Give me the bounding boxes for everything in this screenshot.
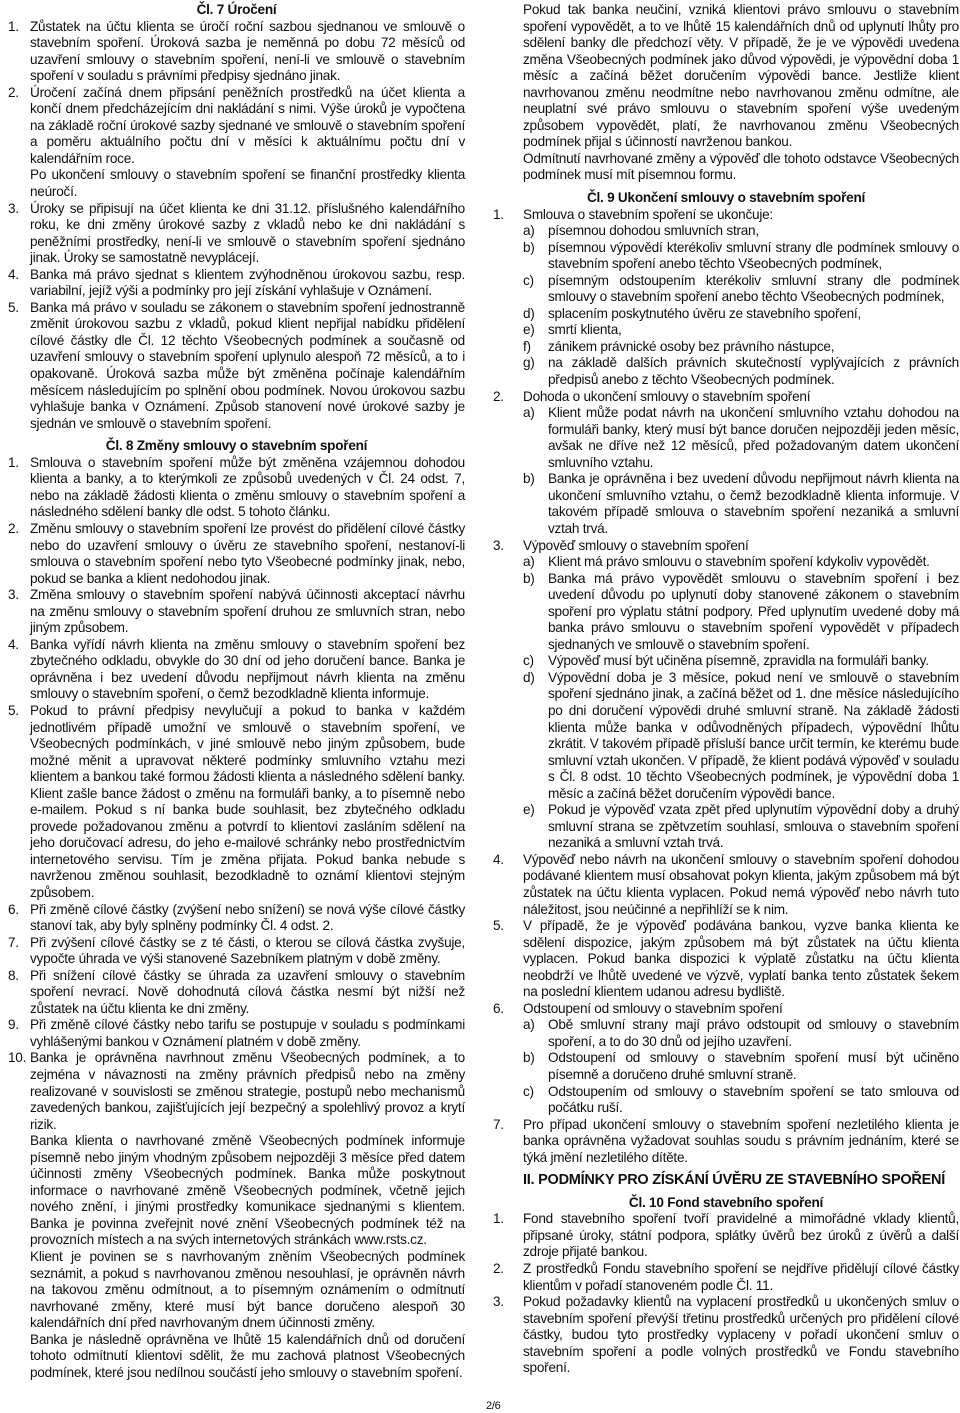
list-item bbox=[493, 1001, 959, 1018]
sub-letter: d) bbox=[523, 669, 535, 685]
sub-list bbox=[493, 1017, 959, 1116]
sub-letter: e) bbox=[523, 802, 535, 818]
list-item bbox=[493, 1294, 959, 1377]
item-text: Banka má právo v souladu se zákonem o stavebním spoření jednostranně změnit úrokovou sazbu z vkladů, pokud klient nepřijal nabídku přidělení cílové částky dle Čl. 12 těchto Všeobecných podmínek a současně od uzavření smlouvy o stavebním spoření uplynulo alespoň 72 měsíců, a to i opakovaně. Úroková sazba může být změněna počínaje kalendářním měsícem následujícím po splnění obou podmínek. Novou úrokovou sazbu vyhlašuje banka v Oznámení. Způsob stanovení nové úrokové sazby je sjednán ve smlouvě o stavebním spoření. bbox=[30, 299, 465, 431]
item-text: Banka vyřídí návrh klienta na změnu smlouvy o stavebním spoření bez zbytečného odkladu, obvykle do 30 dní od jeho doručení bance. Banka je oprávněna i bez uvedení důvodu nepřijmout návrh klienta na změnu smlouvy o stavebním spoření, o čemž bezodkladně klienta informuje. bbox=[30, 636, 465, 702]
page-number: 2/6 bbox=[486, 1400, 501, 1412]
list-item bbox=[8, 587, 465, 637]
list-item bbox=[8, 1017, 465, 1050]
item-text: Při změně cílové částky nebo tarifu se postupuje v souladu s podmínkami vyhlášenými bankou v Oznámení platném v době změny. bbox=[30, 1017, 465, 1049]
sub-list bbox=[493, 223, 959, 388]
sub-item bbox=[523, 1017, 959, 1050]
sub-letter: a) bbox=[523, 405, 535, 421]
list-item bbox=[8, 455, 465, 521]
item-text: Dohoda o ukončení smlouvy o stavebním spoření bbox=[523, 388, 811, 404]
item-number: 5. bbox=[8, 299, 19, 315]
sub-item bbox=[523, 670, 959, 802]
list-item bbox=[8, 968, 465, 1018]
item-number: 1. bbox=[493, 1211, 504, 1227]
item-text: Pro případ ukončení smlouvy o stavebním spoření nezletilého klienta je banka oprávněna vyžadovat souhlas soudu s právním jednáním, které se týká jmění nezletilého dítěte. bbox=[523, 1116, 959, 1165]
item-number: 3. bbox=[493, 537, 504, 553]
item-number: 2. bbox=[8, 520, 19, 536]
item-number: 2. bbox=[8, 84, 19, 100]
sub-text: Odstoupení od smlouvy o stavebním spoření musí být učiněno písemně a doručeno druhé smluvní straně. bbox=[548, 1050, 959, 1082]
left-column bbox=[8, 2, 465, 1381]
section-2-title: II. PODMÍNKY PRO ZÍSKÁNÍ ÚVĚRU ZE STAVEBNÍHO SPOŘENÍ bbox=[523, 1172, 946, 1189]
list-item bbox=[8, 637, 465, 703]
item-text: Banka je oprávněna navrhnout změnu Všeobecných podmínek, a to zejména v návaznosti na změny právních předpisů nebo na změny realizované v souvislosti se změnou strategie, postupů nebo mechanismů zavedených bankou, zajišťujících její bezpečný a spolehlivý provoz a krytí rizik. bbox=[30, 1050, 465, 1132]
sub-item bbox=[523, 355, 959, 388]
paragraph: Po ukončení smlouvy o stavebním spoření se finanční prostředky klienta neúročí. bbox=[30, 167, 465, 200]
list-item bbox=[493, 207, 959, 224]
item-text: Při změně cílové částky (zvýšení nebo snížení) se nová výše cílové částky stanoví tak, aby byly splněny podmínky Čl. 4 odst. 2. bbox=[30, 901, 465, 934]
sub-text: písemnou výpovědí kterékoliv smluvní strany dle podmínek smlouvy o stavebním spoření anebo těchto Všeobecných podmínek, bbox=[548, 239, 959, 272]
item-text: Smlouva o stavebním spoření se ukončuje: bbox=[523, 206, 773, 222]
sub-text: písemným odstoupením kterékoliv smluvní strany dle podmínek smlouvy o stavebním spoření anebo těchto Všeobecných podmínek, bbox=[548, 272, 959, 305]
article-8-title: Čl. 8 Změny smlouvy o stavebním spoření bbox=[105, 438, 368, 454]
list-item bbox=[493, 852, 959, 918]
sub-text: Výpověď musí být učiněna písemně, zpravidla na formuláři banky. bbox=[548, 653, 929, 669]
list-item bbox=[493, 1261, 959, 1294]
sub-item bbox=[523, 471, 959, 537]
sub-text: Banka je oprávněna i bez uvedení důvodu nepřijmout návrh klienta na ukončení smluvního vztahu, o čemž bezodkladně klienta informuje. V takovém případě smlouva o stavebním spoření nezaniká a smluvní vztah trvá. bbox=[548, 471, 959, 536]
item-number: 1. bbox=[8, 18, 19, 34]
item-text: Změna smlouvy o stavebním spoření nabývá účinnosti akceptací návrhu na změnu smlouvy o stavebním spoření druhou ze smluvních stran, nebo jiným způsobem. bbox=[30, 587, 465, 636]
item-text: V případě, že je výpověď podávána bankou, vyzve banka klienta ke sdělení dispozice, jakým způsobem má být zůstatek na účtu klienta vyplacen. Pokud banka dispozici k výplatě zůstatku na účtu klienta neobdrží ve lhůtě uvedené ve výzvě, vyplatí banka tento zůstatek šekem na poslední klientem udanou adresu bydliště. bbox=[523, 918, 959, 1000]
item-number: 9. bbox=[8, 1017, 19, 1033]
list-item bbox=[8, 19, 465, 85]
sub-letter: e) bbox=[523, 322, 535, 338]
sub-letter: d) bbox=[523, 305, 535, 321]
sub-letter: a) bbox=[523, 554, 535, 570]
sub-letter: a) bbox=[523, 223, 535, 239]
article-7-title: Čl. 7 Úročení bbox=[196, 2, 277, 17]
item-text: Při snížení cílové částky se úhrada za uzavření smlouvy o stavebním spoření nevrací. Nově dohodnutá cílová částka nesmí být nižší než zůstatek na účtu klienta ke dni změny. bbox=[30, 967, 465, 1016]
item-number: 5. bbox=[8, 702, 19, 718]
sub-item bbox=[523, 223, 959, 240]
paragraph: Odmítnutí navrhované změny a výpověď dle tohoto odstavce Všeobecných podmínek musí mít písemnou formu. bbox=[523, 150, 959, 183]
item-text: Pokud požadavky klientů na vyplacení prostředků u ukončených smluv o stavebním spoření převýší třetinu prostředků určených pro přidělení cílové částky, budou tyto prostředky vyplaceny v pořadí ukončení smluv o stavebním spoření a podle volných prostředků ve Fondu stavebního spoření. bbox=[523, 1294, 959, 1376]
sub-item bbox=[523, 802, 959, 852]
list-item bbox=[8, 1050, 465, 1133]
list-item bbox=[8, 521, 465, 587]
sub-text: Pokud je výpověď vzata zpět před uplynutím výpovědní doby a druhý smluvní strana se zpětvzetím souhlasí, smlouva o stavebním spoření nezaniká a smluvní vztah trvá. bbox=[548, 802, 959, 851]
list-item bbox=[8, 703, 465, 902]
sub-item bbox=[523, 1050, 959, 1083]
item-text: Výpověď smlouvy o stavebním spoření bbox=[523, 537, 749, 553]
sub-list bbox=[493, 554, 959, 852]
list-item bbox=[493, 1211, 959, 1261]
list-item bbox=[8, 267, 465, 300]
item-text: Zůstatek na účtu klienta se úročí roční sazbou sjednanou ve smlouvě o stavebním spoření. Úroková sazba je neměnná po dobu 72 měsíců od uzavření smlouvy o stavebním spoření, není-li ve smlouvě o stavebním spoření v souladu s právními předpisy sjednáno jinak. bbox=[30, 18, 465, 84]
sub-letter: g) bbox=[523, 355, 535, 371]
item-text: Z prostředků Fondu stavebního spoření se nejdříve přidělují cílové částky klientům v pořadí stanoveném podle Čl. 11. bbox=[523, 1261, 959, 1293]
item-number: 4. bbox=[8, 636, 19, 652]
item-text: Fond stavebního spoření tvoří pravidelné a mimořádné vklady klientů, připsané úroky, státní podpora, splátky úvěrů bez úroků z úvěrů a další zdroje přijaté bankou. bbox=[523, 1211, 959, 1260]
item-number: 5. bbox=[493, 918, 504, 934]
sub-text: Odstoupením od smlouvy o stavebním spoření se tato smlouva od počátku ruší. bbox=[548, 1083, 959, 1116]
sub-list bbox=[493, 405, 959, 537]
sub-letter: b) bbox=[523, 471, 535, 487]
list-item bbox=[493, 1117, 959, 1167]
sub-item bbox=[523, 554, 959, 571]
item-number: 2. bbox=[493, 1261, 504, 1277]
sub-text: smrtí klienta, bbox=[548, 322, 622, 338]
list-item bbox=[493, 389, 959, 406]
sub-item bbox=[523, 653, 959, 670]
item-number: 6. bbox=[8, 901, 19, 917]
sub-letter: b) bbox=[523, 1050, 535, 1066]
sub-item bbox=[523, 322, 959, 339]
sub-letter: f) bbox=[523, 338, 531, 354]
sub-item bbox=[523, 339, 959, 356]
sub-item bbox=[523, 306, 959, 323]
sub-letter: c) bbox=[523, 653, 534, 669]
article-9-title: Čl. 9 Ukončení smlouvy o stavebním spoření bbox=[586, 190, 866, 206]
item-number: 3. bbox=[8, 587, 19, 603]
item-text: Změnu smlouvy o stavebním spoření lze provést do přidělení cílové částky nebo do uzavření smlouvy o úvěru ze stavebního spoření, nestanoví-li smlouva o stavebním spoření nebo tyto Všeobecné podmínky jinak, nebo, pokud se banka a klient nedohodou jinak. bbox=[30, 520, 465, 586]
item-number: 4. bbox=[493, 851, 504, 867]
sub-letter: c) bbox=[523, 1083, 534, 1099]
item-number: 4. bbox=[8, 266, 19, 282]
right-column bbox=[493, 2, 959, 1377]
item-number: 3. bbox=[8, 200, 19, 216]
item-number: 7. bbox=[493, 1116, 504, 1132]
list-item bbox=[8, 85, 465, 168]
sub-letter: a) bbox=[523, 1017, 535, 1033]
list-item bbox=[493, 538, 959, 555]
sub-text: na základě dalších právních skutečností vyplývajících z právních předpisů anebo z těchto Všeobecných podmínek. bbox=[548, 355, 959, 388]
item-text: Výpověď nebo návrh na ukončení smlouvy o stavebním spoření dohodou podávané klientem musí obsahovat pokyn klienta, jakým způsobem má být zůstatek na účtu klienta vyplacen. Pokud nemá výpověď nebo návrh tuto náležitost, jsou neúčinné a nepřihlíží se k nim. bbox=[523, 851, 959, 917]
sub-text: písemnou dohodou smluvních stran, bbox=[548, 223, 759, 239]
item-number: 8. bbox=[8, 967, 19, 983]
item-number: 2. bbox=[493, 388, 504, 404]
sub-item bbox=[523, 405, 959, 471]
item-text: Pokud to právní předpisy nevylučují a pokud to banka v každém jednotlivém případě umožní ve smlouvě o stavebním spoření, ve Všeobecných podmínkách, v jiné smlouvě nebo jiným způsobem, bude možné měnit a upravovat některé podmínky smluvního vztahu mezi klientem a bankou také formou žádosti klienta a následného sdělení banky. Klient zašle bance žádost o změnu na formuláři banky, a to písemně nebo e-mailem. Pokud s ní banka bude souhlasit, bez zbytečného odkladu provede požadovanou změnu a potvrdí to klientovi zasláním sdělení na jeho doručovací adresu, do jeho e-mailové schránky nebo prostřednictvím internetového servisu. Tím je změna přijata. Pokud banka nebude s navrženou změnou souhlasit, bezodkladně to oznámí klientovi stejným způsobem. bbox=[30, 702, 465, 900]
sub-letter: b) bbox=[523, 570, 535, 586]
sub-text: splacením poskytnutého úvěru ze stavebního spoření, bbox=[548, 305, 861, 321]
sub-item bbox=[523, 240, 959, 273]
item-number: 7. bbox=[8, 934, 19, 950]
sub-letter: c) bbox=[523, 272, 534, 288]
item-number: 6. bbox=[493, 1000, 504, 1016]
sub-text: Obě smluvní strany mají právo odstoupit od smlouvy o stavebním spoření, a to do 30 dnů od jejího uzavření. bbox=[548, 1017, 959, 1049]
item-text: Při zvýšení cílové částky se z té části, o kterou se cílová částka zvyšuje, vypočte úhrada ve výši stanovené Sazebníkem platným v době změny. bbox=[30, 934, 465, 967]
paragraph: Banka klienta o navrhované změně Všeobecných podmínek informuje písemně nebo jiným vhodným způsobem nejpozději 3 měsíce před datem účinnosti změny Všeobecných podmínek. Banka může poskytnout informace o navrhované změně Všeobecných podmínek, včetně jejich nového znění, i jinými prostředky komunikace sjednanými s klientem. Banka je povinna zveřejnit nové znění Všeobecných podmínek též na provozních místech a na svých internetových stránkách www.rsts.cz. bbox=[30, 1133, 465, 1248]
list-item bbox=[493, 918, 959, 1001]
sub-text: Banka má právo vypovědět smlouvu o stavebním spoření i bez uvedení důvodu po uplynutí doby stanovené zákonem o stavebním spoření pro výplatu státní podpory. Před uplynutím uvedené doby má banka právo smlouvu o stavebním spoření vypovědět v případech sjednaných ve smlouvě o stavebním spoření. bbox=[548, 570, 959, 652]
list-item bbox=[8, 300, 465, 432]
sub-text: Výpovědní doba je 3 měsíce, pokud není ve smlouvě o stavebním spoření sjednáno jinak, a začíná běžet od 1. dne měsíce následujícího po dni doručení výpovědi druhé smluvní straně. Na základě žádosti klienta může banka v odůvodněných případech, výpovědní lhůtu zkrátit. V takovém případě přísluší bance určit termín, ke kterému bude smluvní vztah ukončen. V případě, že klient podává výpověď v souladu s Čl. 8 odst. 10 těchto Všeobecných podmínek, je výpovědní doba 1 měsíc a začíná běžet doručením výpovědi bance. bbox=[548, 669, 959, 801]
sub-text: Klient má právo smlouvu o stavebním spoření kdykoliv vypovědět. bbox=[548, 554, 930, 570]
sub-item bbox=[523, 273, 959, 306]
sub-text: Klient může podat návrh na ukončení smluvního vztahu dohodou na formuláři banky, který musí být bance doručen nejpozději jeden měsíc, avšak ne dříve než 12 měsíců, před požadovaným datem ukončení smluvního vztahu. bbox=[548, 405, 959, 470]
item-text: Úročení začíná dnem připsání peněžních prostředků na účet klienta a končí dnem předcházejícím dni nakládání s nimi. Výše úroků je vypočtena na základě roční úrokové sazby sjednané ve smlouvě o stavebním spoření a poměru aktuálního počtu dní v měsíci k aktuálnímu počtu dní v kalendářním roce. bbox=[30, 84, 465, 166]
sub-letter: b) bbox=[523, 239, 535, 255]
item-text: Banka má právo sjednat s klientem zvýhodněnou úrokovou sazbu, resp. variabilní, jejíž výši a podmínky pro její získání vyhlašuje v Oznámení. bbox=[30, 266, 465, 299]
list-item bbox=[8, 935, 465, 968]
paragraph: Pokud tak banka neučiní, vzniká klientovi právo smlouvu o stavebním spoření vypovědět, a to ve lhůtě 15 kalendářních dnů od uplynutí lhůty pro sdělení banky dle předchozí věty. V případě, že je ve výpovědi uvedena změna Všeobecných podmínek jako důvod výpovědi, je výpovědní doba 1 měsíc a začíná běžet doručením výpovědi bance. Jestliže klient navrhovanou změnu neodmítne nebo navrhovanou změnu odmítne, ale neuplatní své právo smlouvu o stavebním spoření výše uvedeným způsobem vypovědět, platí, že navrhovanou změnu Všeobecných podmínek přijal s účinností navrženou bankou. bbox=[523, 2, 959, 150]
item-text: Smlouva o stavebním spoření může být změněna vzájemnou dohodou klienta a banky, a to kterýmkoli ze způsobů uvedených v Čl. 24 odst. 7, nebo na základě žádosti klienta o změnu smlouvy o stavebním spoření a následného sdělení banky dle odst. 5 tohoto článku. bbox=[30, 454, 465, 520]
sub-item bbox=[523, 571, 959, 654]
sub-item bbox=[523, 1084, 959, 1117]
paragraph: Klient je povinen se s navrhovaným zněním Všeobecných podmínek seznámit, a pokud s navrhovanou změnou nesouhlasí, je oprávněn návrh na takovou změnu odmítnout, a to písemným oznámením o odmítnutí navrhované změny, které musí být bance doručeno alespoň 30 kalendářních dní před navrhovaným dnem účinnosti změny. bbox=[30, 1249, 465, 1331]
sub-text: zánikem právnické osoby bez právního nástupce, bbox=[548, 338, 835, 354]
list-item bbox=[8, 902, 465, 935]
article-10-title: Čl. 10 Fond stavebního spoření bbox=[628, 1194, 824, 1210]
item-number: 3. bbox=[493, 1294, 504, 1310]
item-number: 1. bbox=[8, 454, 19, 470]
item-number: 10. bbox=[8, 1050, 27, 1066]
list-item bbox=[8, 201, 465, 267]
item-number: 1. bbox=[493, 206, 504, 222]
item-text: Odstoupení od smlouvy o stavebním spoření bbox=[523, 1000, 783, 1016]
item-text: Úroky se připisují na účet klienta ke dni 31.12. příslušného kalendářního roku, ke dni změny úrokové sazby z vkladů nebo ke dni nakládání s peněžními prostředky, není-li ve smlouvě o stavebním spoření sjednáno jinak. Úroky se samostatně nevyplácejí. bbox=[30, 200, 465, 266]
paragraph: Banka je následně oprávněna ve lhůtě 15 kalendářních dnů od doručení tohoto odmítnutí klientovi sdělit, že mu zachová platnost Všeobecných podmínek, které jsou nedílnou součástí jeho smlouvy o stavebním spoření. bbox=[30, 1331, 465, 1380]
